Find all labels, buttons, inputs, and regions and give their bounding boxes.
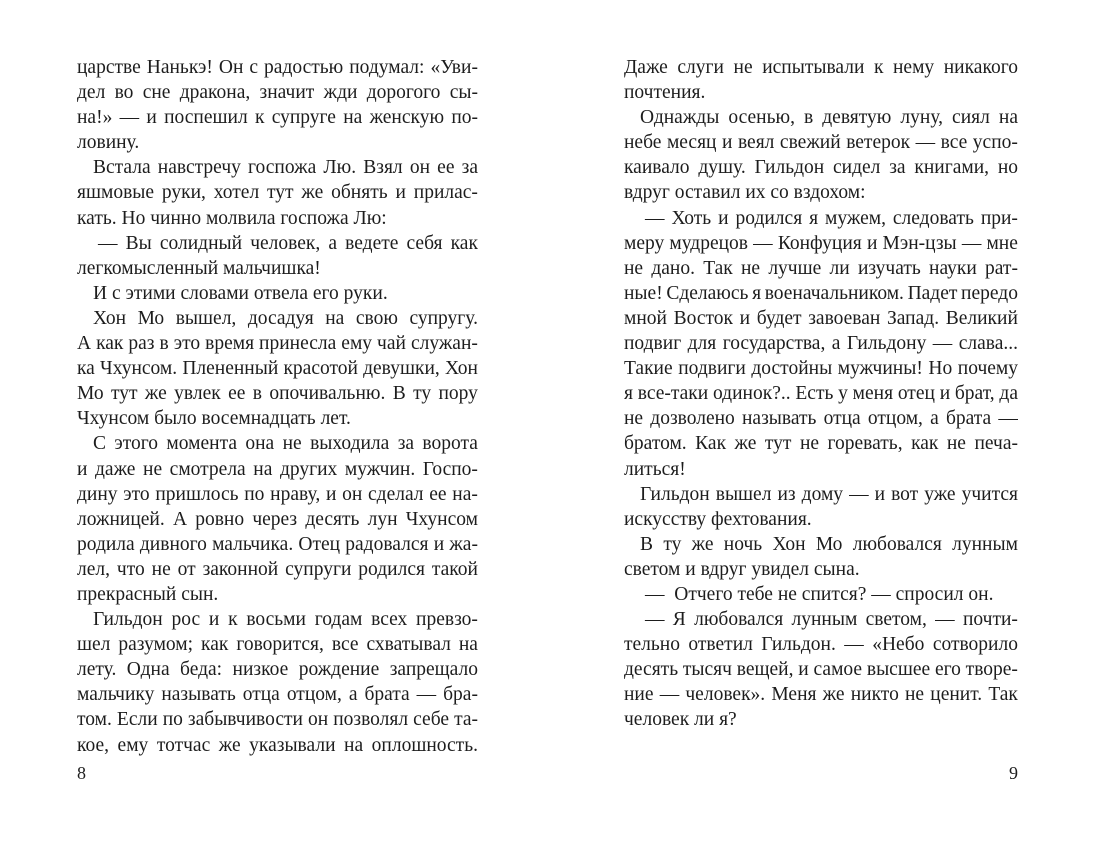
text-line: С этого момента она не выходила за ворота bbox=[93, 433, 478, 455]
text-line: В ту же ночь Хон Мо любовался лунным bbox=[640, 533, 1018, 555]
text-line: том. Если по забывчивости он позволял себе та- bbox=[77, 709, 478, 731]
text-line: небе месяц и веял свежий ветерок — все успо- bbox=[624, 132, 1018, 154]
text-line: Гильдон рос и к восьми годам всех превзо- bbox=[93, 609, 478, 631]
text-line: Мо тут же увлек ее в опочивальню. В ту пору bbox=[77, 383, 478, 405]
text-line: и даже не смотрела на других мужчин. Госпо- bbox=[77, 458, 478, 480]
text-line: не дано. Так не лучше ли изучать науки рат- bbox=[624, 257, 1018, 279]
text-line: И с этими словами отвела его руки. bbox=[93, 282, 388, 304]
text-line: вдруг оставил их со вздохом: bbox=[624, 182, 866, 204]
text-line: — Отчего тебе не спится? — спросил он. bbox=[645, 583, 994, 605]
text-line: шел разумом; как говорится, все схватывал на bbox=[77, 634, 478, 656]
text-line: ка Чхунсом. Плененный красотой девушки, Хон bbox=[77, 358, 478, 380]
right-page-text bbox=[624, 55, 1018, 733]
text-line: подвиг для государства, а Гильдону — слава... bbox=[624, 333, 1018, 355]
text-line: искусству фехтования. bbox=[624, 508, 812, 530]
text-line: кать. Но чинно молвила госпожа Лю: bbox=[77, 207, 387, 229]
text-line: дину это пришлось по нраву, и он сделал ее на- bbox=[77, 483, 478, 505]
text-line: братом. Как же тут не горевать, как не печа- bbox=[624, 433, 1018, 455]
text-line: царстве Нанькэ! Он с радостью подумал: «Уви- bbox=[77, 57, 478, 78]
text-line: кое, ему тотчас же указывали на оплошность. bbox=[77, 734, 478, 756]
text-line: почтения. bbox=[624, 82, 706, 104]
text-line: родила дивного мальчика. Отец радовался и жа- bbox=[77, 533, 478, 555]
text-line: Чхунсом было восемнадцать лет. bbox=[77, 408, 351, 430]
text-line: лету. Одна беда: низкое рождение запрещало bbox=[77, 659, 478, 681]
text-line: легкомысленный мальчишка! bbox=[77, 257, 321, 279]
text-line: человек ли я? bbox=[624, 709, 737, 731]
text-line: ложницей. А ровно через десять лун Чхунсом bbox=[77, 508, 478, 530]
text-line: мной Восток и будет завоеван Запад. Великий bbox=[624, 307, 1018, 329]
text-line: Встала навстречу госпожа Лю. Взял он ее за bbox=[93, 157, 478, 179]
text-line: Хон Мо вышел, досадуя на свою супругу. bbox=[93, 307, 478, 329]
left-page-number: 8 bbox=[77, 763, 86, 783]
text-line: Даже слуги не испытывали к нему никакого bbox=[624, 57, 1018, 78]
text-line: лел, что не от законной супруги родился такой bbox=[77, 558, 478, 580]
text-line: мальчику называть отца отцом, а брата — бра- bbox=[77, 684, 478, 706]
text-line: тельно ответил Гильдон. — «Небо сотворило bbox=[624, 634, 1018, 656]
text-line: десять тысяч вещей, и самое высшее его творе- bbox=[624, 659, 1018, 681]
text-line: Такие подвиги достойны мужчины! Но почему bbox=[624, 358, 1018, 380]
text-line: я все-таки одинок?.. Есть у меня отец и брат, да bbox=[624, 383, 1018, 405]
text-line: — Хоть и родился я мужем, следовать при- bbox=[645, 207, 1018, 229]
text-line: прекрасный сын. bbox=[77, 583, 219, 605]
text-line: А как раз в это время принесла ему чай служан- bbox=[77, 333, 478, 355]
text-line: Однажды осенью, в девятую луну, сиял на bbox=[640, 107, 1018, 129]
text-line: — Я любовался лунным светом, — почти- bbox=[645, 609, 1018, 631]
text-line: на!» — и поспешил к супруге на женскую по- bbox=[77, 107, 478, 129]
text-line: светом и вдруг увидел сына. bbox=[624, 558, 860, 580]
text-line: литься! bbox=[624, 458, 686, 480]
text-line: ние — человек». Меня же никто не ценит. Так bbox=[624, 684, 1018, 706]
right-page-number: 9 bbox=[1009, 763, 1018, 783]
text-line: меру мудрецов — Конфуция и Мэн-цзы — мне bbox=[624, 232, 1018, 254]
text-line: Гильдон вышел из дому — и вот уже учится bbox=[640, 483, 1018, 505]
text-line: не дозволено называть отца отцом, а брата — bbox=[624, 408, 1018, 430]
text-line: яшмовые руки, хотел тут же обнять и прилас- bbox=[77, 182, 478, 204]
left-page-text bbox=[77, 55, 478, 758]
text-line: ные! Сделаюсь я военачальником. Падет передо bbox=[624, 282, 1018, 304]
text-line: — Вы солидный человек, а ведете себя как bbox=[98, 232, 478, 254]
text-line: ловину. bbox=[77, 132, 140, 154]
text-line: каивало душу. Гильдон сидел за книгами, но bbox=[624, 157, 1018, 179]
text-line: дел во сне дракона, значит жди дорогого сы- bbox=[77, 82, 478, 104]
